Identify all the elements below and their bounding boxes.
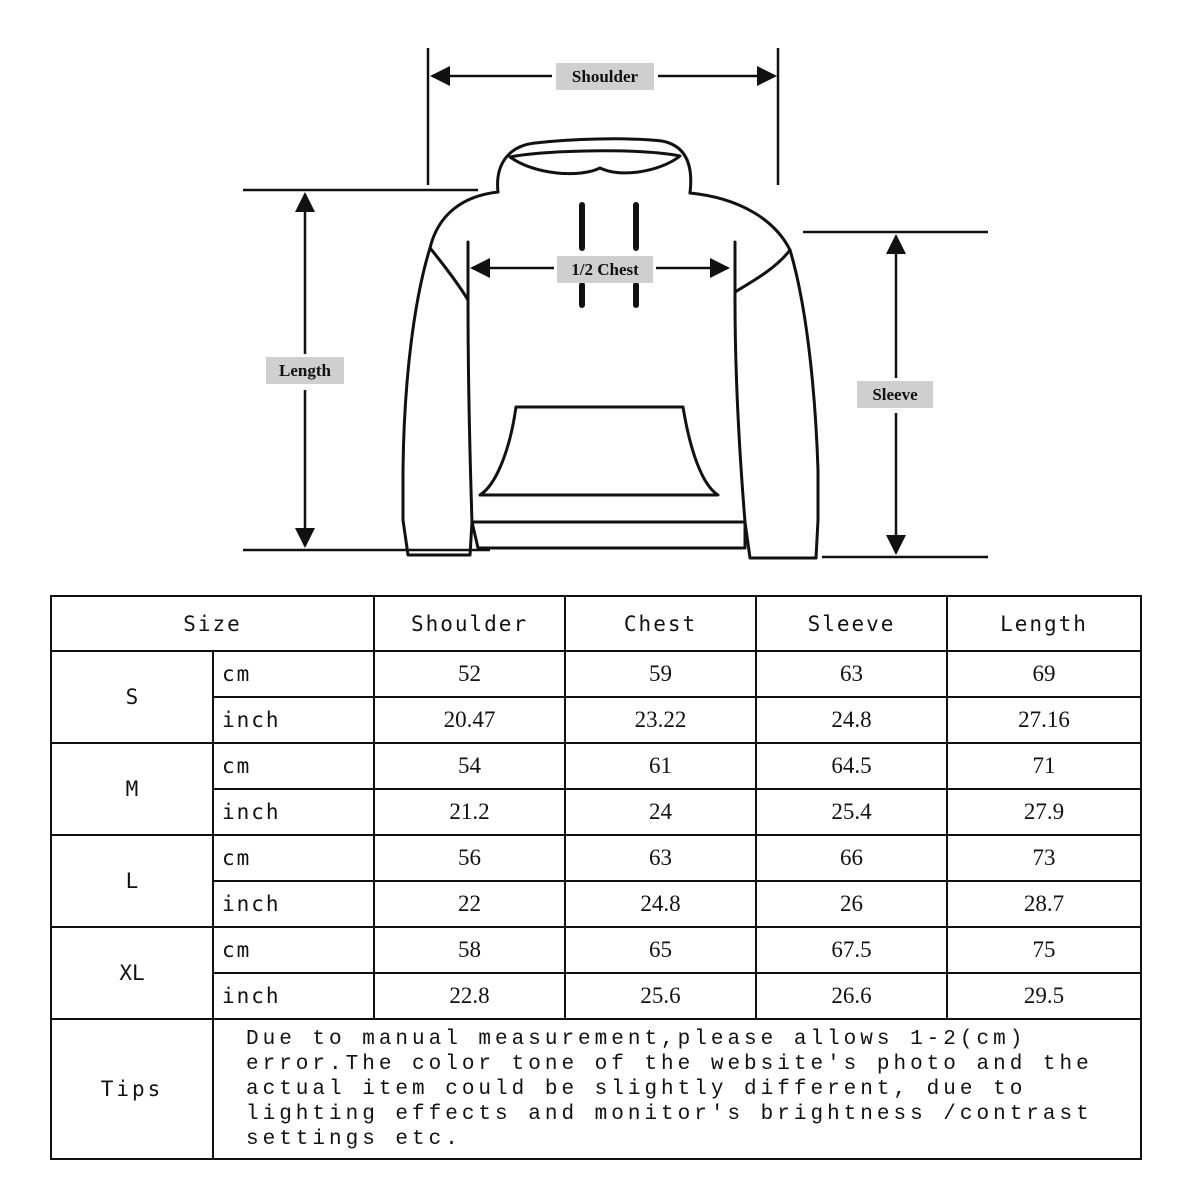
header-shoulder: Shoulder — [374, 596, 565, 651]
value-cell: 21.2 — [374, 789, 565, 835]
unit-cell: cm — [213, 651, 374, 697]
tips-line: Due to manual measurement,please allows 1-2(cm) — [246, 1027, 1027, 1051]
tips-row — [51, 1019, 1141, 1159]
value-cell: 56 — [374, 835, 565, 881]
unit-cell: inch — [213, 789, 374, 835]
size-cell: M — [51, 743, 213, 835]
value-cell: 27.16 — [947, 697, 1141, 743]
value-cell: 75 — [947, 927, 1141, 973]
shoulder-measure — [428, 48, 778, 185]
value-cell: 27.9 — [947, 789, 1141, 835]
sleeve-label: Sleeve — [872, 385, 918, 404]
body-side-left — [468, 242, 472, 522]
header-row — [51, 596, 1141, 651]
chest-label: 1/2 Chest — [571, 260, 639, 279]
value-cell: 22 — [374, 881, 565, 927]
tips-line: error.The color tone of the website's photo and the — [246, 1052, 1093, 1076]
value-cell: 63 — [756, 651, 947, 697]
size-cell: S — [51, 651, 213, 743]
waistband — [472, 522, 745, 548]
value-cell: 24.8 — [756, 697, 947, 743]
size-cell: XL — [51, 927, 213, 1019]
value-cell: 73 — [947, 835, 1141, 881]
tips-label: Tips — [51, 1019, 213, 1159]
body-side-right — [735, 242, 745, 522]
value-cell: 24.8 — [565, 881, 756, 927]
table-row — [51, 789, 1141, 835]
unit-cell: cm — [213, 835, 374, 881]
shoulder-label: Shoulder — [571, 67, 639, 86]
sleeve-seam-left — [430, 248, 468, 300]
value-cell: 65 — [565, 927, 756, 973]
value-cell: 69 — [947, 651, 1141, 697]
kangaroo-pocket — [480, 407, 718, 495]
length-label: Length — [279, 361, 331, 380]
value-cell: 67.5 — [756, 927, 947, 973]
header-length: Length — [947, 596, 1141, 651]
hoodie-measurement-diagram — [0, 0, 1200, 585]
table-row — [51, 973, 1141, 1019]
body-outline-right — [690, 193, 818, 520]
value-cell: 64.5 — [756, 743, 947, 789]
tips-line: lighting effects and monitor's brightness /contrast — [246, 1102, 1093, 1126]
value-cell: 58 — [374, 927, 565, 973]
tips-line: actual item could be slightly different, due to — [246, 1077, 1027, 1101]
sleeve-seam-right — [735, 250, 790, 292]
table-row — [51, 927, 1141, 973]
size-chart-table — [50, 595, 1142, 1160]
value-cell: 63 — [565, 835, 756, 881]
hoodie-illustration — [403, 139, 818, 558]
value-cell: 71 — [947, 743, 1141, 789]
chest-measure — [472, 256, 728, 283]
unit-cell: cm — [213, 927, 374, 973]
unit-cell: inch — [213, 881, 374, 927]
table-row — [51, 697, 1141, 743]
value-cell: 20.47 — [374, 697, 565, 743]
table-row — [51, 651, 1141, 697]
value-cell: 25.6 — [565, 973, 756, 1019]
value-cell: 28.7 — [947, 881, 1141, 927]
value-cell: 25.4 — [756, 789, 947, 835]
header-sleeve: Sleeve — [756, 596, 947, 651]
cuff-right — [745, 520, 818, 558]
value-cell: 26.6 — [756, 973, 947, 1019]
table-row — [51, 835, 1141, 881]
unit-cell: inch — [213, 697, 374, 743]
value-cell: 26 — [756, 881, 947, 927]
table-row — [51, 743, 1141, 789]
value-cell: 61 — [565, 743, 756, 789]
value-cell: 66 — [756, 835, 947, 881]
drawstrings — [582, 205, 636, 305]
table-row — [51, 881, 1141, 927]
value-cell: 54 — [374, 743, 565, 789]
value-cell: 23.22 — [565, 697, 756, 743]
value-cell: 59 — [565, 651, 756, 697]
sleeve-measure — [803, 232, 988, 557]
body-outline-left — [403, 192, 498, 520]
tips-line: settings etc. — [246, 1127, 462, 1151]
header-size: Size — [51, 596, 374, 651]
tips-text — [213, 1019, 1141, 1159]
value-cell: 52 — [374, 651, 565, 697]
length-measure — [243, 190, 490, 550]
hood-inner — [510, 151, 680, 174]
size-cell: L — [51, 835, 213, 927]
unit-cell: inch — [213, 973, 374, 1019]
unit-cell: cm — [213, 743, 374, 789]
header-chest: Chest — [565, 596, 756, 651]
value-cell: 24 — [565, 789, 756, 835]
value-cell: 22.8 — [374, 973, 565, 1019]
value-cell: 29.5 — [947, 973, 1141, 1019]
